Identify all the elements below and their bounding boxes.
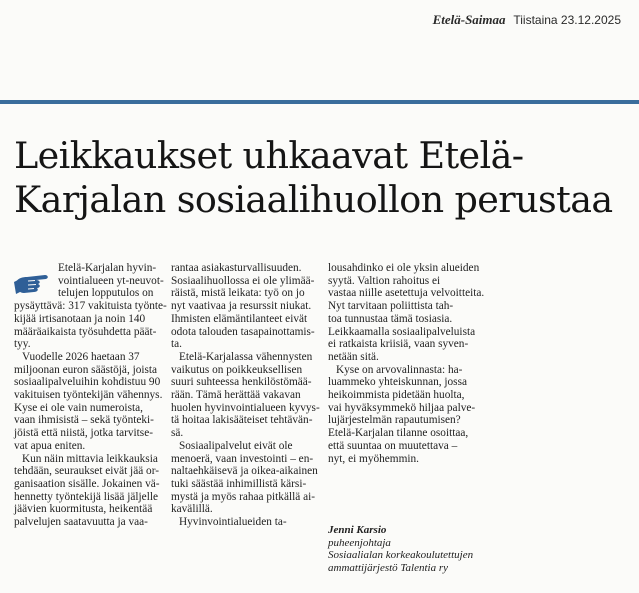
body-line: mystä ja myös rahaa pitkällä ai- <box>171 490 315 503</box>
author-organization: ammattijärjestö Talentia ry <box>328 561 448 574</box>
body-line: netään sitä. <box>328 350 379 363</box>
body-line: menoerä, vaan investointi – en- <box>171 452 314 465</box>
body-line: kijää irtisanotaan ja noin 140 <box>14 312 146 325</box>
body-line: Etelä-Karjalan tilanne osoittaa, <box>328 427 469 440</box>
body-line: tä hoitaa lakisääteiset tehtävän- <box>171 414 313 427</box>
body-line: sosiaalipalveluihin kohdistuu 90 <box>14 376 161 389</box>
body-line: Etelä-Karjalassa vähennysten <box>179 350 313 363</box>
article-body <box>14 262 624 592</box>
headline-line: Karjalan sosiaalihuollon perustaa <box>14 178 613 221</box>
body-line: Sosiaalipalvelut eivät ole <box>179 439 293 452</box>
body-line: jäävien kuormitusta, heikentää <box>14 503 153 516</box>
body-line: rantaa asiakasturvallisuuden. <box>171 262 302 274</box>
column-3 <box>328 262 485 574</box>
author-signature <box>328 524 498 574</box>
body-line: lujärjestelmän rapautumisen? <box>328 414 461 427</box>
body-line: palvelujen saatavuutta ja vaa- <box>14 516 148 529</box>
author-name: Jenni Karsio <box>328 524 387 536</box>
body-line: tuki säästää inhimillistä kärsi- <box>171 477 307 490</box>
body-line: vat apua eniten. <box>14 439 86 452</box>
body-line: telujen lopputulos on <box>58 287 154 300</box>
body-line: Kyse on arvovalinnasta: ha- <box>336 363 463 376</box>
body-line: räistä, mistä leikata: työ on jo <box>171 287 305 300</box>
body-line: Etelä-Karjalan hyvin- <box>58 262 157 274</box>
author-organization: Sosiaalialan korkeakoulutettujen <box>328 549 474 561</box>
body-line: kavälillä. <box>171 503 213 516</box>
body-line: määräaikaista työsuhdetta päät- <box>14 325 157 338</box>
body-line: rään. Tämä herättää vakavan <box>171 389 301 402</box>
body-line: odota talouden tasapainottamis- <box>171 325 315 338</box>
body-line: vointialueen yt-neuvot- <box>58 274 164 287</box>
body-line: ganisaation sisälle. Jokainen vä- <box>14 477 160 490</box>
body-line: hennetty työntekijä lisää jäljelle <box>14 490 158 503</box>
newspaper-name: Etelä-Saimaa <box>432 12 506 27</box>
author-title: puheenjohtaja <box>328 536 391 549</box>
body-line: ei ratkaista kriisiä, vaan syven- <box>328 338 469 351</box>
body-line: Nyt tarvitaan poliittista tah- <box>328 300 454 313</box>
body-line: Leikkaamalla sosiaalipalveluista <box>328 325 476 338</box>
masthead <box>433 12 621 28</box>
body-line: pysäyttävä: 317 vakituista työnte- <box>14 300 167 313</box>
body-line: jöistä että niistä, jotka tarvitse- <box>14 427 153 440</box>
body-line: nyt, ei myöhemmin. <box>328 452 419 465</box>
body-line: että suuntaa on muutettava – <box>328 439 458 452</box>
body-line: suuri suhteessa henkilöstömää- <box>171 376 312 389</box>
body-line: toa tunnustaa tämä tosiasia. <box>328 312 453 325</box>
body-line: vaan ihmisistä – sekä työnteki- <box>14 414 154 427</box>
pointing-hand-icon <box>14 268 54 300</box>
body-line: nyt vaativaa ja resurssit niukat. <box>171 300 312 313</box>
body-line: luammeko yhteiskunnan, jossa <box>328 376 467 389</box>
body-line: vakituisen työntekijän vähennys. <box>14 389 163 402</box>
section-divider <box>0 100 639 104</box>
article-headline <box>14 134 629 222</box>
issue-date: Tiistaina 23.12.2025 <box>513 13 621 27</box>
body-line: ta. <box>171 338 182 351</box>
headline-line: Leikkaukset uhkaavat Etelä- <box>14 134 524 177</box>
body-line: Hyvinvointialueiden ta- <box>179 516 287 529</box>
body-line: Kyse ei ole vain numeroista, <box>14 401 143 414</box>
body-line: vastaa niille asetettuja velvoitteita. <box>328 287 485 300</box>
body-line: vaikutus on poikkeuksellisen <box>171 363 303 376</box>
body-line: tyy. <box>14 338 31 351</box>
body-line: tehdään, seuraukset eivät jää or- <box>14 465 159 478</box>
body-line: Vuodelle 2026 haetaan 37 <box>22 350 140 363</box>
body-line: Kun näin mittavia leikkauksia <box>22 452 158 465</box>
body-line: Sosiaalihuollossa ei ole ylimää- <box>171 274 315 287</box>
body-line: huolen hyvinvointialueen kyvys- <box>171 401 320 414</box>
body-line: syytä. Valtion rahoitus ei <box>328 274 441 287</box>
body-line: sä. <box>171 427 184 440</box>
body-line: heikoimmista pidetään huolta, <box>328 389 465 402</box>
body-line: miljoonan euron säästöjä, joista <box>14 363 158 376</box>
column-1 <box>14 262 167 529</box>
body-line: naltaehkäisevä ja oikea-aikainen <box>171 465 318 478</box>
body-line: Ihmisten elämäntilanteet eivät <box>171 312 308 325</box>
body-line: vai hyväksymmekö hiljaa palve- <box>328 401 476 414</box>
body-line: lousahdinko ei ole yksin alueiden <box>328 262 480 274</box>
column-2 <box>171 262 319 529</box>
